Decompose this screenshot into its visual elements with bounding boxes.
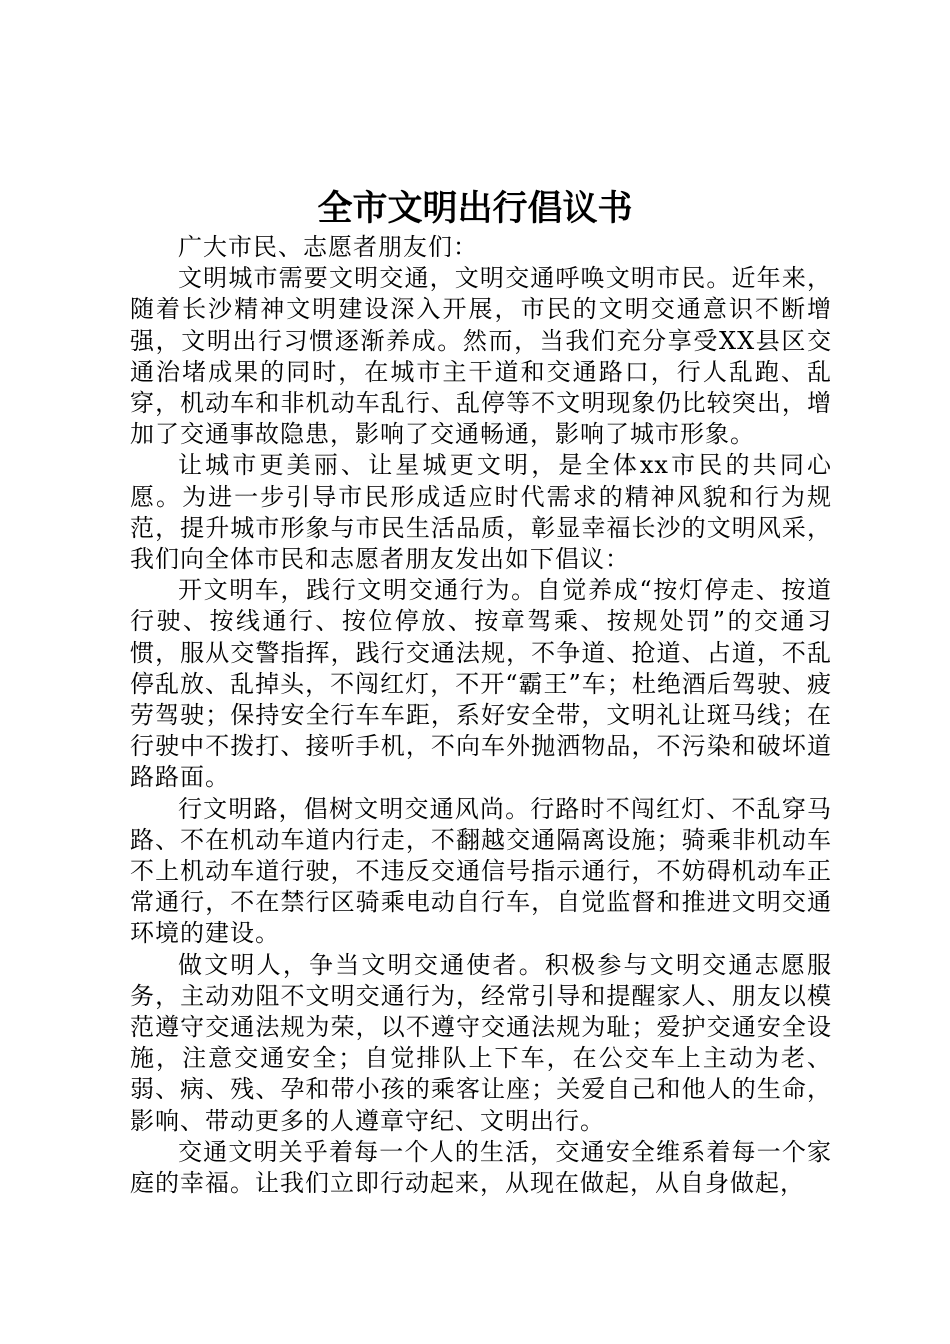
document-body bbox=[130, 232, 832, 1199]
paragraph-civilized-walking: 行文明路，倡树文明交通风尚。行路时不闯红灯、不乱穿马路、不在机动车道内行走，不翻越交通隔离设施；骑乘非机动车不上机动车道行驶，不违反交通信号指示通行，不妨碍机动车正常通行，不在禁行区骑乘电动自行车，自觉监督和推进文明交通环境的建设。 bbox=[130, 794, 832, 948]
paragraph-closing: 交通文明关乎着每一个人的生活，交通安全维系着每一个家庭的幸福。让我们立即行动起来，从现在做起，从自身做起， bbox=[130, 1137, 832, 1198]
paragraph-civilized-driving: 开文明车，践行文明交通行为。自觉养成“按灯停走、按道行驶、按线通行、按位停放、按章驾乘、按规处罚”的交通习惯，服从交警指挥，践行交通法规，不争道、抢道、占道，不乱停乱放、乱掉头，不闯红灯，不开“霸王”车；杜绝酒后驾驶、疲劳驾驶；保持安全行车车距，系好安全带，文明礼让斑马线；在行驶中不拨打、接听手机，不向车外抛洒物品，不污染和破坏道路路面。 bbox=[130, 576, 832, 792]
paragraph-civilized-person: 做文明人，争当文明交通使者。积极参与文明交通志愿服务，主动劝阻不文明交通行为，经常引导和提醒家人、朋友以模范遵守交通法规为荣，以不遵守交通法规为耻；爱护交通安全设施，注意交通安全；自觉排队上下车，在公交车上主动为老、弱、病、残、孕和带小孩的乘客让座；关爱自己和他人的生命，影响、带动更多的人遵章守纪、文明出行。 bbox=[130, 950, 832, 1135]
document-title: 全市文明出行倡议书 bbox=[317, 188, 633, 229]
paragraph-wish: 让城市更美丽、让星城更文明，是全体xx市民的共同心愿。为进一步引导市民形成适应时代需求的精神风貌和行为规范，提升城市形象与市民生活品质，彰显幸福长沙的文明风采，我们向全体市民和志愿者朋友发出如下倡议： bbox=[130, 451, 832, 574]
salutation: 广大市民、志愿者朋友们： bbox=[178, 233, 478, 261]
paragraph-intro: 文明城市需要文明交通，文明交通呼唤文明市民。近年来，随着长沙精神文明建设深入开展，市民的文明交通意识不断增强，文明出行习惯逐渐养成。然而，当我们充分享受XX县区交通治堵成果的同时，在城市主干道和交通路口，行人乱跑、乱穿，机动车和非机动车乱行、乱停等不文明现象仍比较突出，增加了交通事故隐患，影响了交通畅通，影响了城市形象。 bbox=[130, 264, 832, 449]
